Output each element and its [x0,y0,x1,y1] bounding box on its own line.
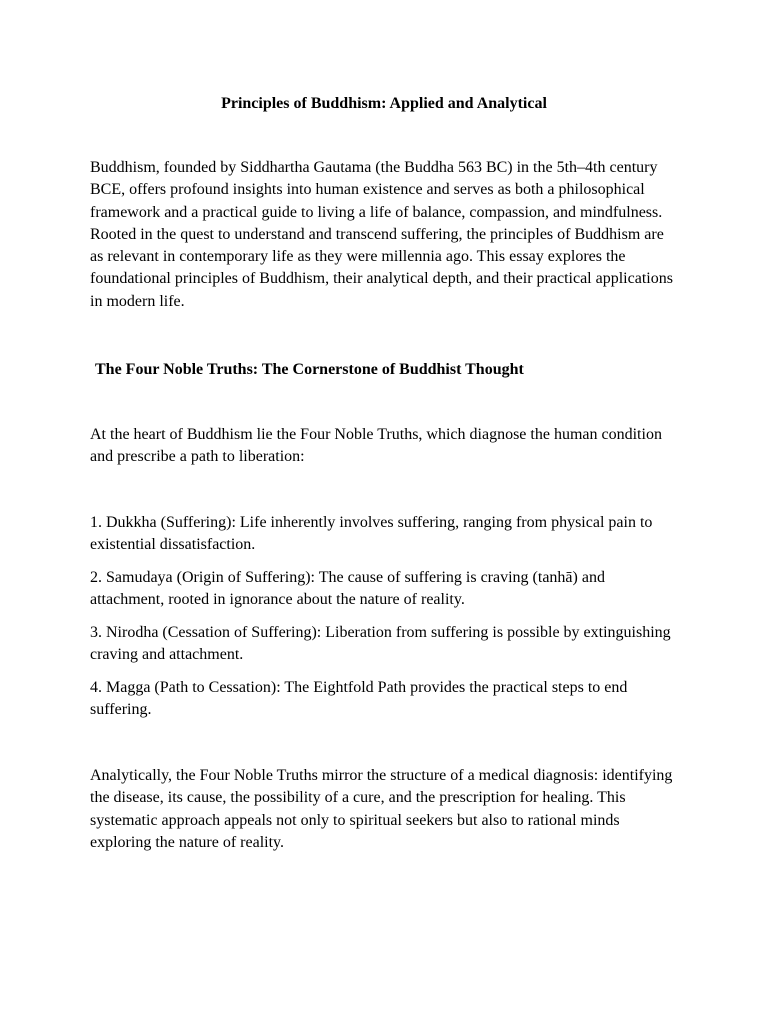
section-heading: The Four Noble Truths: The Cornerstone of Buddhist Thought [95,361,524,378]
truth-item-samudaya: 2. Samudaya (Origin of Suffering): The cause of suffering is craving (tanhā) and attachment, rooted in ignorance about the nature of reality. [90,569,605,609]
section-intro-paragraph: At the heart of Buddhism lie the Four Noble Truths, which diagnose the human condition and prescribe a path to liberation: [90,426,662,466]
document-title: Principles of Buddhism: Applied and Analytical [221,95,547,112]
intro-paragraph: Buddhism, founded by Siddhartha Gautama (the Buddha 563 BC) in the 5th–4th century BCE, offers profound insights into human existence and serves as both a philosophical framework and a practical guide to living a life of balance, compassion, and mindfulness. Rooted in the quest to understand and transcend suffering, the principles of Buddhism are as relevant in contemporary life as they were millennia ago. This essay explores the foundational principles of Buddhism, their analytical depth, and their practical applications in modern life. [90,159,673,310]
analysis-paragraph: Analytically, the Four Noble Truths mirror the structure of a medical diagnosis: identifying the disease, its cause, the possibility of a cure, and the prescription for healing. This systematic approach appeals not only to spiritual seekers but also to rational minds exploring the nature of reality. [90,767,673,851]
truth-item-dukkha: 1. Dukkha (Suffering): Life inherently involves suffering, ranging from physical pain to existential dissatisfaction. [90,514,653,554]
truth-item-nirodha: 3. Nirodha (Cessation of Suffering): Liberation from suffering is possible by extinguishing craving and attachment. [90,624,671,664]
truth-item-magga: 4. Magga (Path to Cessation): The Eightfold Path provides the practical steps to end suffering. [90,679,628,719]
